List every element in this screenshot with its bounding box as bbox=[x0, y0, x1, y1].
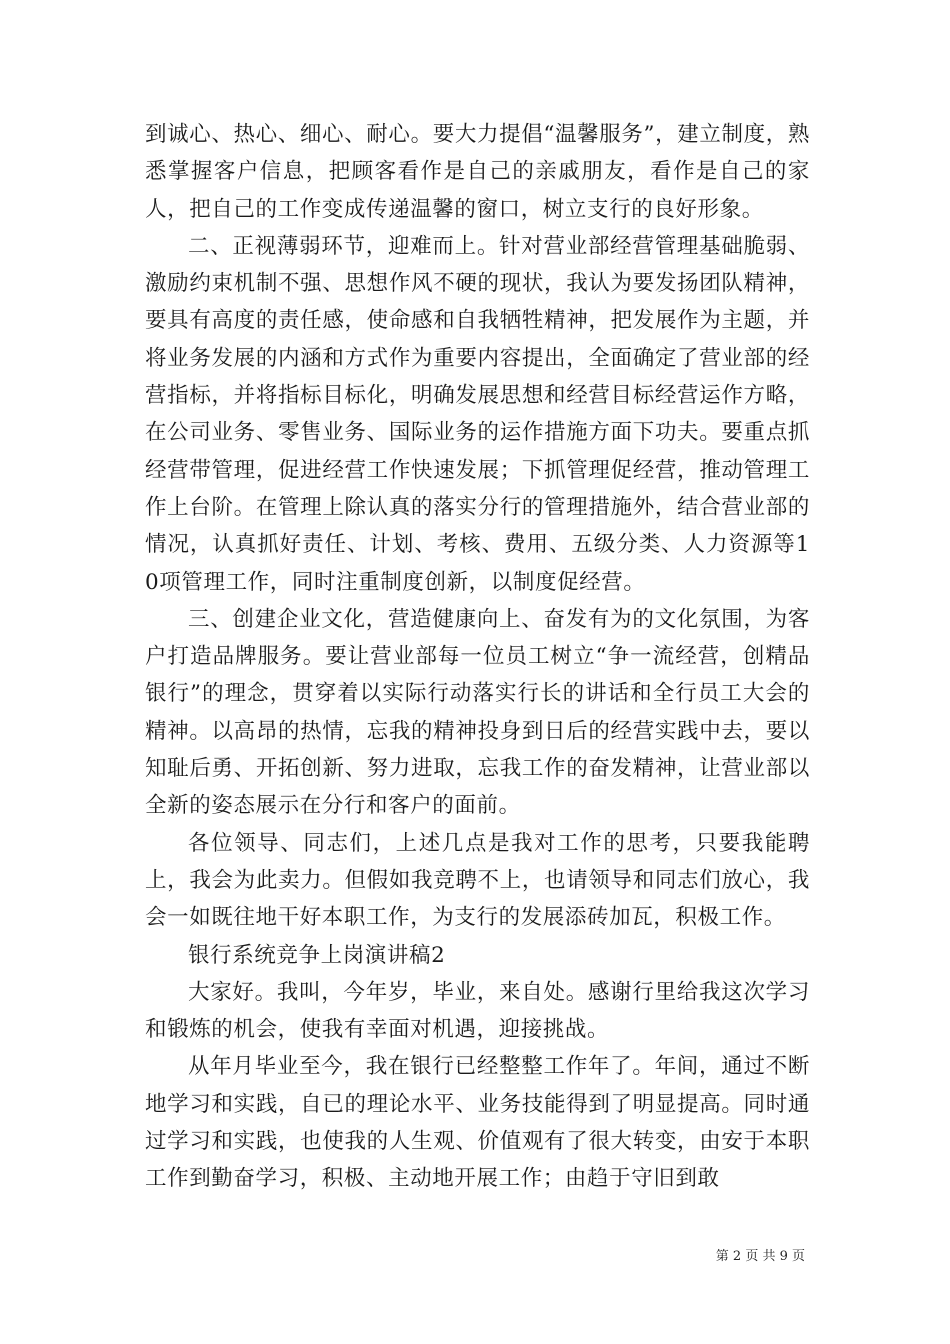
document-body bbox=[145, 116, 810, 1198]
paragraph-3: 三、创建企业文化，营造健康向上、奋发有为的文化氛围，为客户打造品牌服务。要让营业部每一位员工树立“争一流经营，创精品银行”的理念，贯穿着以实际行动落实行长的讲话和全行员工大会的精神。以高昂的热情，忘我的精神投身到日后的经营实践中去，要以知耻后勇、开拓创新、努力进取，忘我工作的奋发精神，让营业部以全新的姿态展示在分行和客户的面前。 bbox=[145, 606, 810, 819]
paragraph-1: 到诚心、热心、细心、耐心。要大力提倡“温馨服务”，建立制度，熟悉掌握客户信息，把顾客看作是自己的亲戚朋友，看作是自己的家人，把自己的工作变成传递温馨的窗口，树立支行的良好形象。 bbox=[145, 122, 810, 222]
paragraph-4: 各位领导、同志们，上述几点是我对工作的思考，只要我能聘上，我会为此卖力。但假如我竞聘不上，也请领导和同志们放心，我会一如既往地干好本职工作，为支行的发展添砖加瓦，积极工作。 bbox=[145, 830, 810, 931]
paragraph-7: 从年月毕业至今，我在银行已经整整工作年了。年间，通过不断地学习和实践，自已的理论水平、业务技能得到了明显提高。同时通过学习和实践，也使我的人生观、价值观有了很大转变，由安于本职工作到勤奋学习，积极、主动地开展工作；由趋于守旧到敢 bbox=[145, 1054, 810, 1192]
paragraph-2: 二、正视薄弱环节，迎难而上。针对营业部经营管理基础脆弱、激励约束机制不强、思想作风不硬的现状，我认为要发扬团队精神，要具有高度的责任感，使命感和自我牺牲精神，把发展作为主题，并将业务发展的内涵和方式作为重要内容提出，全面确定了营业部的经营指标，并将指标目标化，明确发展思想和经营目标经营运作方略，在公司业务、零售业务、国际业务的运作措施方面下功夫。要重点抓经营带管理，促进经营工作快速发展；下抓管理促经营，推动管理工作上台阶。在管理上除认真的落实分行的管理措施外，结合营业部的情况，认真抓好责任、计划、考核、费用、五级分类、人力资源等10项管理工作，同时注重制度创新，以制度促经营。 bbox=[145, 233, 810, 595]
section-heading: 银行系统竞争上岗演讲稿2 bbox=[188, 942, 446, 968]
page-number-footer: 第 2 页 共 9 页 bbox=[715, 1249, 805, 1264]
paragraph-6: 大家好。我叫，今年岁，毕业，来自处。感谢行里给我这次学习和锻炼的机会，使我有幸面对机遇，迎接挑战。 bbox=[145, 979, 810, 1043]
